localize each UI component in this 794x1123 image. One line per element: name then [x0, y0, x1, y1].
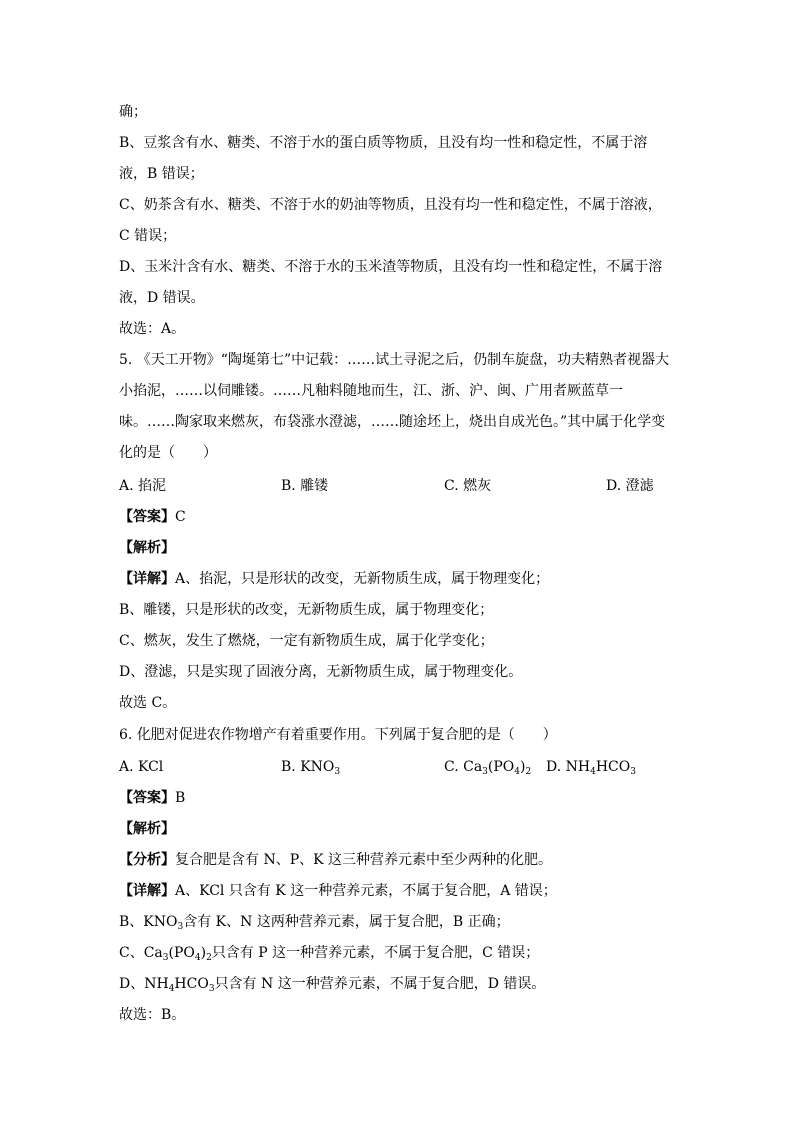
option-text: B. KNO	[281, 759, 335, 775]
analysis-line	[119, 850, 552, 870]
option-text: D. NH	[546, 759, 591, 775]
detail-line: B、雕镂，只是形状的改变，无新物质生成，属于物理变化；	[119, 602, 494, 618]
question-5-stem: 5. 《天工开物》“陶埏第七”中记载：……试土寻泥之后，仍制车旋盘，功夫精熟者视器大	[119, 352, 670, 368]
answer-tag: 【答案】	[119, 790, 175, 806]
text-line: 液，B 错误；	[119, 166, 204, 182]
option-a: A. 掐泥	[119, 478, 167, 494]
question-5-stem: 味。……陶家取来燃灰，布袋涨水澄滤，……随途坯上，烧出自成光色。”其中属于化学变	[119, 414, 666, 430]
fenxi-text: 复合肥是含有 N、P、K 这三种营养元素中至少两种的化肥。	[175, 852, 553, 868]
detail-text: A、KCl 只含有 K 这一种营养元素，不属于复合肥，A 错误；	[175, 883, 557, 899]
question-6-stem: 6. 化肥对促进农作物增产有着重要作用。下列属于复合肥的是（ ）	[119, 727, 557, 743]
detail-tag: 【详解】	[119, 571, 175, 587]
option-text: )	[520, 759, 526, 775]
subscript: 4	[168, 984, 175, 994]
option-b: B. 雕镂	[281, 478, 329, 494]
subscript: 4	[194, 953, 201, 963]
conclusion-line: 故选：B。	[119, 1007, 186, 1023]
subscript: 3	[334, 767, 341, 777]
text-line: C 错误；	[119, 228, 177, 244]
text-line: B、豆浆含有水、糖类、不溶于水的蛋白质等物质，且没有均一性和稳定性，不属于溶	[119, 135, 648, 151]
detail-line	[119, 943, 539, 963]
answer-tag: 【答案】	[119, 509, 175, 525]
option-text: HCO	[595, 759, 631, 775]
detail-line	[119, 912, 510, 932]
answer-value: C	[175, 509, 186, 525]
detail-text: B、KNO	[119, 914, 178, 930]
detail-line: C、燃灰，发生了燃烧，一定有新物质生成，属于化学变化；	[119, 633, 494, 649]
option-text: C. Ca	[444, 759, 483, 775]
text-line: D、玉米汁含有水、糖类、不溶于水的玉米渣等物质，且没有均一性和稳定性，不属于溶	[119, 259, 663, 275]
detail-line: D、澄滤，只是实现了固液分离，无新物质生成，属于物理变化。	[119, 664, 523, 680]
option-d	[546, 757, 636, 777]
subscript: 3	[177, 922, 184, 932]
subscript: 2	[525, 767, 532, 777]
detail-text: 只含有 N 这一种营养元素，不属于复合肥，D 错误。	[214, 976, 546, 992]
fenxi-tag: 【分析】	[119, 852, 175, 868]
detail-text: 含有 K、N 这两种营养元素，属于复合肥，B 正确；	[183, 914, 510, 930]
detail-text: A、掐泥，只是形状的改变，无新物质生成，属于物理变化；	[175, 571, 550, 587]
detail-text: )	[200, 945, 207, 961]
subscript: 3	[208, 984, 215, 994]
subscript: 3	[630, 767, 636, 777]
subscript: 2	[206, 953, 212, 963]
option-a: A. KCl	[119, 759, 164, 775]
option-b	[281, 757, 340, 777]
subscript: 4	[590, 767, 596, 777]
option-c	[444, 757, 531, 777]
detail-text: HCO	[174, 976, 209, 992]
option-c: C. 燃灰	[444, 478, 492, 494]
option-d: D. 澄滤	[606, 478, 654, 494]
detail-line	[119, 569, 549, 589]
subscript: 3	[162, 953, 169, 963]
text-line: 液，D 错误。	[119, 290, 205, 306]
answer-line	[119, 507, 186, 527]
subscript: 4	[514, 767, 520, 777]
conclusion-line: 故选 C。	[119, 695, 177, 711]
question-5-stem: 小掐泥，……以伺雕镂。……凡釉料随地而生，江、浙、沪、闽、广用者厥蓝草一	[119, 383, 623, 399]
analysis-tag: 【解析】	[119, 821, 175, 837]
detail-line	[119, 881, 557, 901]
text-line: C、奶茶含有水、糖类、不溶于水的奶油等物质，且没有均一性和稳定性，不属于溶液，	[119, 197, 662, 213]
detail-text: (PO	[168, 945, 195, 961]
detail-tag: 【详解】	[119, 883, 175, 899]
detail-line	[119, 974, 545, 994]
detail-text: C、Ca	[119, 945, 163, 961]
subscript: 3	[482, 767, 488, 777]
detail-text: D、NH	[119, 976, 169, 992]
detail-text: 只含有 P 这一种营养元素，不属于复合肥，C 错误；	[211, 945, 540, 961]
question-5-stem: 化的是（ ）	[119, 445, 217, 461]
text-line: 确；	[119, 104, 147, 120]
text-line: 故选：A。	[119, 321, 186, 337]
answer-value: B	[175, 790, 186, 806]
analysis-tag: 【解析】	[119, 540, 175, 556]
option-text: (PO	[487, 759, 515, 775]
answer-line	[119, 788, 185, 808]
